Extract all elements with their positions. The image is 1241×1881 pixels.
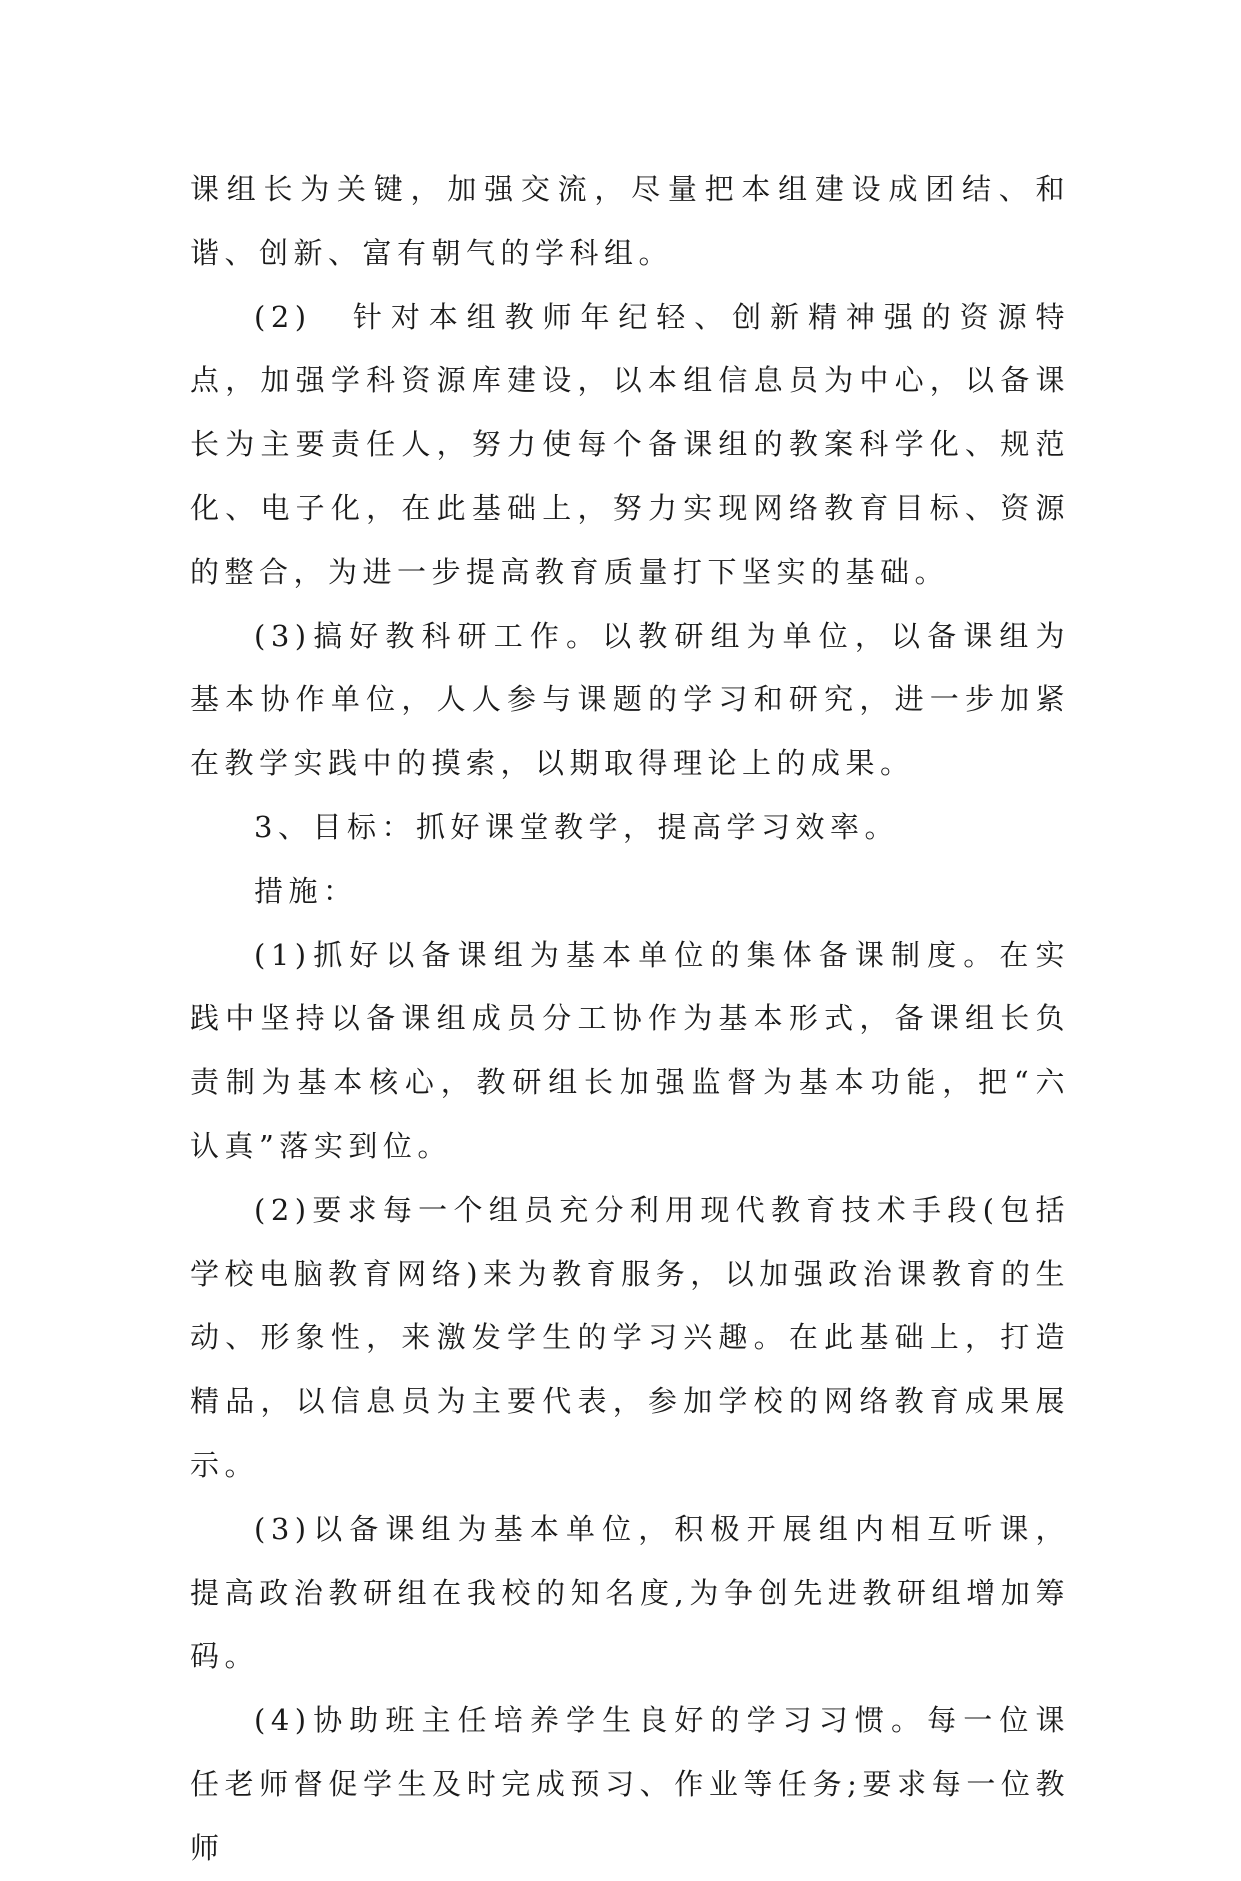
paragraph-measure-4: (4)协助班主任培养学生良好的学习习惯。每一位课任老师督促学生及时完成预习、作业等任务;要求每一位教师	[190, 1703, 1070, 1865]
paragraph-goal-3: 3、目标：抓好课堂教学，提高学习效率。	[254, 809, 899, 844]
paragraph-item-2: (2) 针对本组教师年纪轻、创新精神强的资源特点，加强学科资源库建设，以本组信息员为中心，以备课长为主要责任人，努力使每个备课组的教案科学化、规范化、电子化，在此基础上，努力实现网络教育目标、资源的整合，为进一步提高教育质量打下坚实的基础。	[190, 299, 1070, 589]
paragraph-measure-3: (3)以备课组为基本单位，积极开展组内相互听课，提高政治教研组在我校的知名度,为争创先进教研组增加筹码。	[190, 1511, 1070, 1674]
paragraph-continuation: 课组长为关键，加强交流，尽量把本组建设成团结、和谐、创新、富有朝气的学科组。	[190, 172, 1070, 270]
paragraph-measures-heading: 措施：	[254, 873, 358, 908]
paragraph-measure-2: (2)要求每一个组员充分利用现代教育技术手段(包括学校电脑教育网络)来为教育服务，以加强政治课教育的生动、形象性，来激发学生的学习兴趣。在此基础上，打造精品，以信息员为主要代表，参加学校的网络教育成果展示。	[190, 1192, 1070, 1482]
paragraph-item-3: (3)搞好教科研工作。以教研组为单位，以备课组为基本协作单位，人人参与课题的学习和研究，进一步加紧在教学实践中的摸索，以期取得理论上的成果。	[190, 618, 1070, 781]
document-body	[190, 158, 1070, 1881]
paragraph-measure-1: (1)抓好以备课组为基本单位的集体备课制度。在实践中坚持以备课组成员分工协作为基本形式，备课组长负责制为基本核心，教研组长加强监督为基本功能，把“六认真”落实到位。	[190, 937, 1070, 1163]
